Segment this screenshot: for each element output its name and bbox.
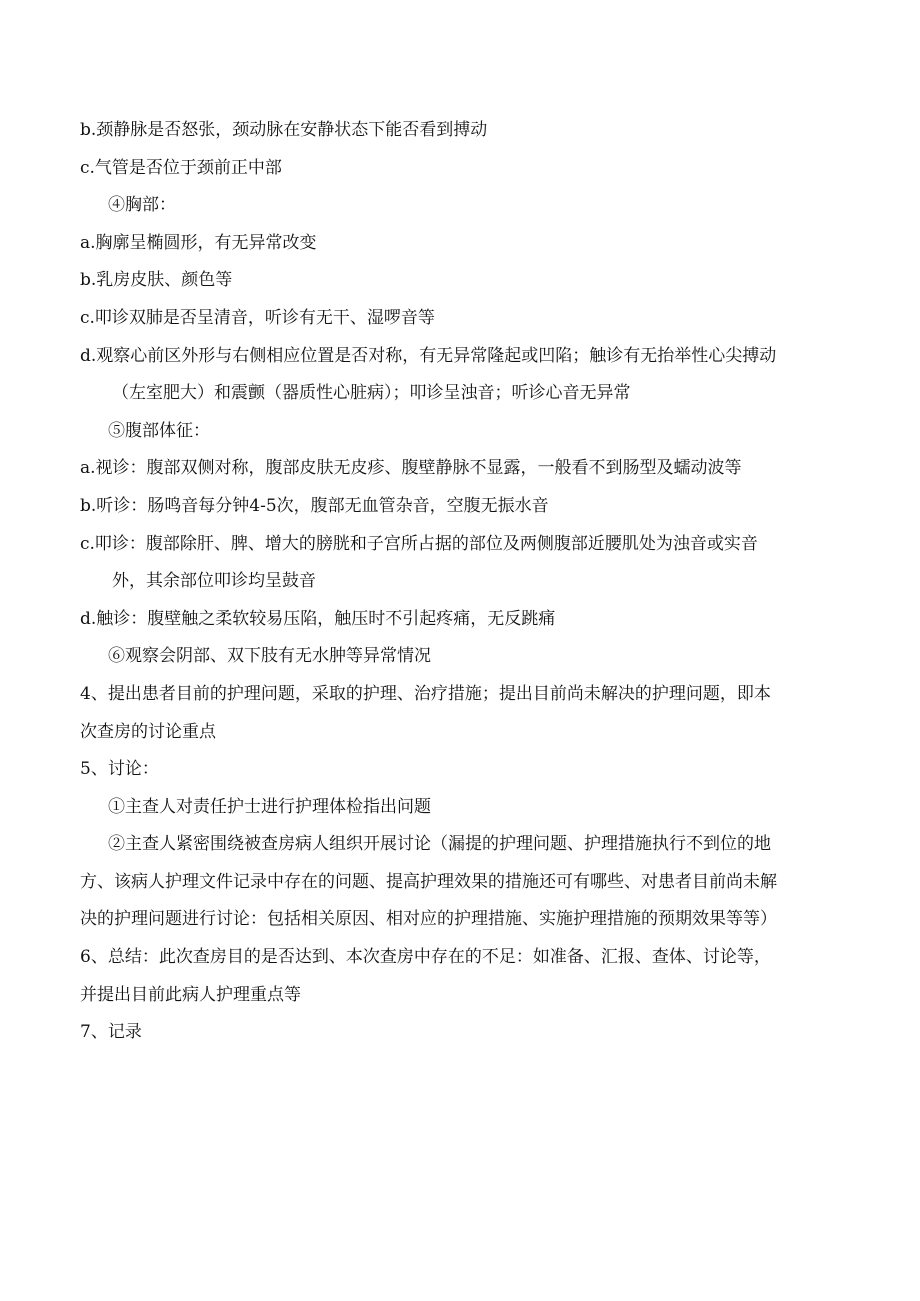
text-line: 次查房的讨论重点: [80, 721, 216, 742]
text-line: c.叩诊：腹部除肝、脾、增大的膀胱和子宫所占据的部位及两侧腹部近腰肌处为浊音或实音: [80, 533, 758, 554]
text-line: ④胸部：: [108, 195, 176, 216]
text-line: ①主查人对责任护士进行护理体检指出问题: [108, 796, 431, 817]
text-line: ⑤腹部体征：: [108, 420, 210, 441]
text-line: a.视诊：腹部双侧对称，腹部皮肤无皮疹、腹壁静脉不显露，一般看不到肠型及蠕动波等: [80, 458, 742, 479]
text-line: a.胸廓呈椭圆形，有无异常改变: [80, 232, 317, 253]
text-line: c.叩诊双肺是否呈清音，听诊有无干、湿啰音等: [80, 307, 435, 328]
text-line: 6、总结：此次查房目的是否达到、本次查房中存在的不足：如准备、汇报、查体、讨论等，: [80, 947, 771, 968]
text-line: b.颈静脉是否怒张，颈动脉在安静状态下能否看到搏动: [80, 120, 488, 140]
text-line: 方、该病人护理文件记录中存在的问题、提高护理效果的措施还可有哪些、对患者目前尚未解: [80, 871, 777, 892]
text-line: 外，其余部位叩诊均呈鼓音: [112, 571, 316, 592]
text-line: b.乳房皮肤、颜色等: [80, 270, 233, 291]
text-line: 5、讨论：: [80, 759, 159, 780]
text-line: d.触诊：腹壁触之柔软较易压陷，触压时不引起疼痛，无反跳痛: [80, 608, 556, 629]
text-line: 4、提出患者目前的护理问题，采取的护理、治疗措施；提出目前尚未解决的护理问题，即本: [80, 683, 771, 704]
text-line: ⑥观察会阴部、双下肢有无水肿等异常情况: [108, 646, 431, 667]
text-line: b.听诊：肠鸣音每分钟4-5次，腹部无血管杂音，空腹无振水音: [80, 495, 549, 516]
text-line: d.观察心前区外形与右侧相应位置是否对称，有无异常隆起或凹陷；触诊有无抬举性心尖搏动: [80, 345, 777, 366]
text-line: 决的护理问题进行讨论：包括相关原因、相对应的护理措施、实施护理措施的预期效果等等）: [80, 909, 777, 930]
text-line: （左室肥大）和震颤（器质性心脏病）；叩诊呈浊音；听诊心音无异常: [112, 383, 631, 404]
text-line: 7、记录: [80, 1022, 142, 1043]
text-line: ②主查人紧密围绕被查房病人组织开展讨论（漏提的护理问题、护理措施执行不到位的地: [108, 834, 771, 855]
text-line: 并提出目前此病人护理重点等: [80, 984, 301, 1005]
text-line: c.气管是否位于颈前正中部: [80, 157, 282, 178]
